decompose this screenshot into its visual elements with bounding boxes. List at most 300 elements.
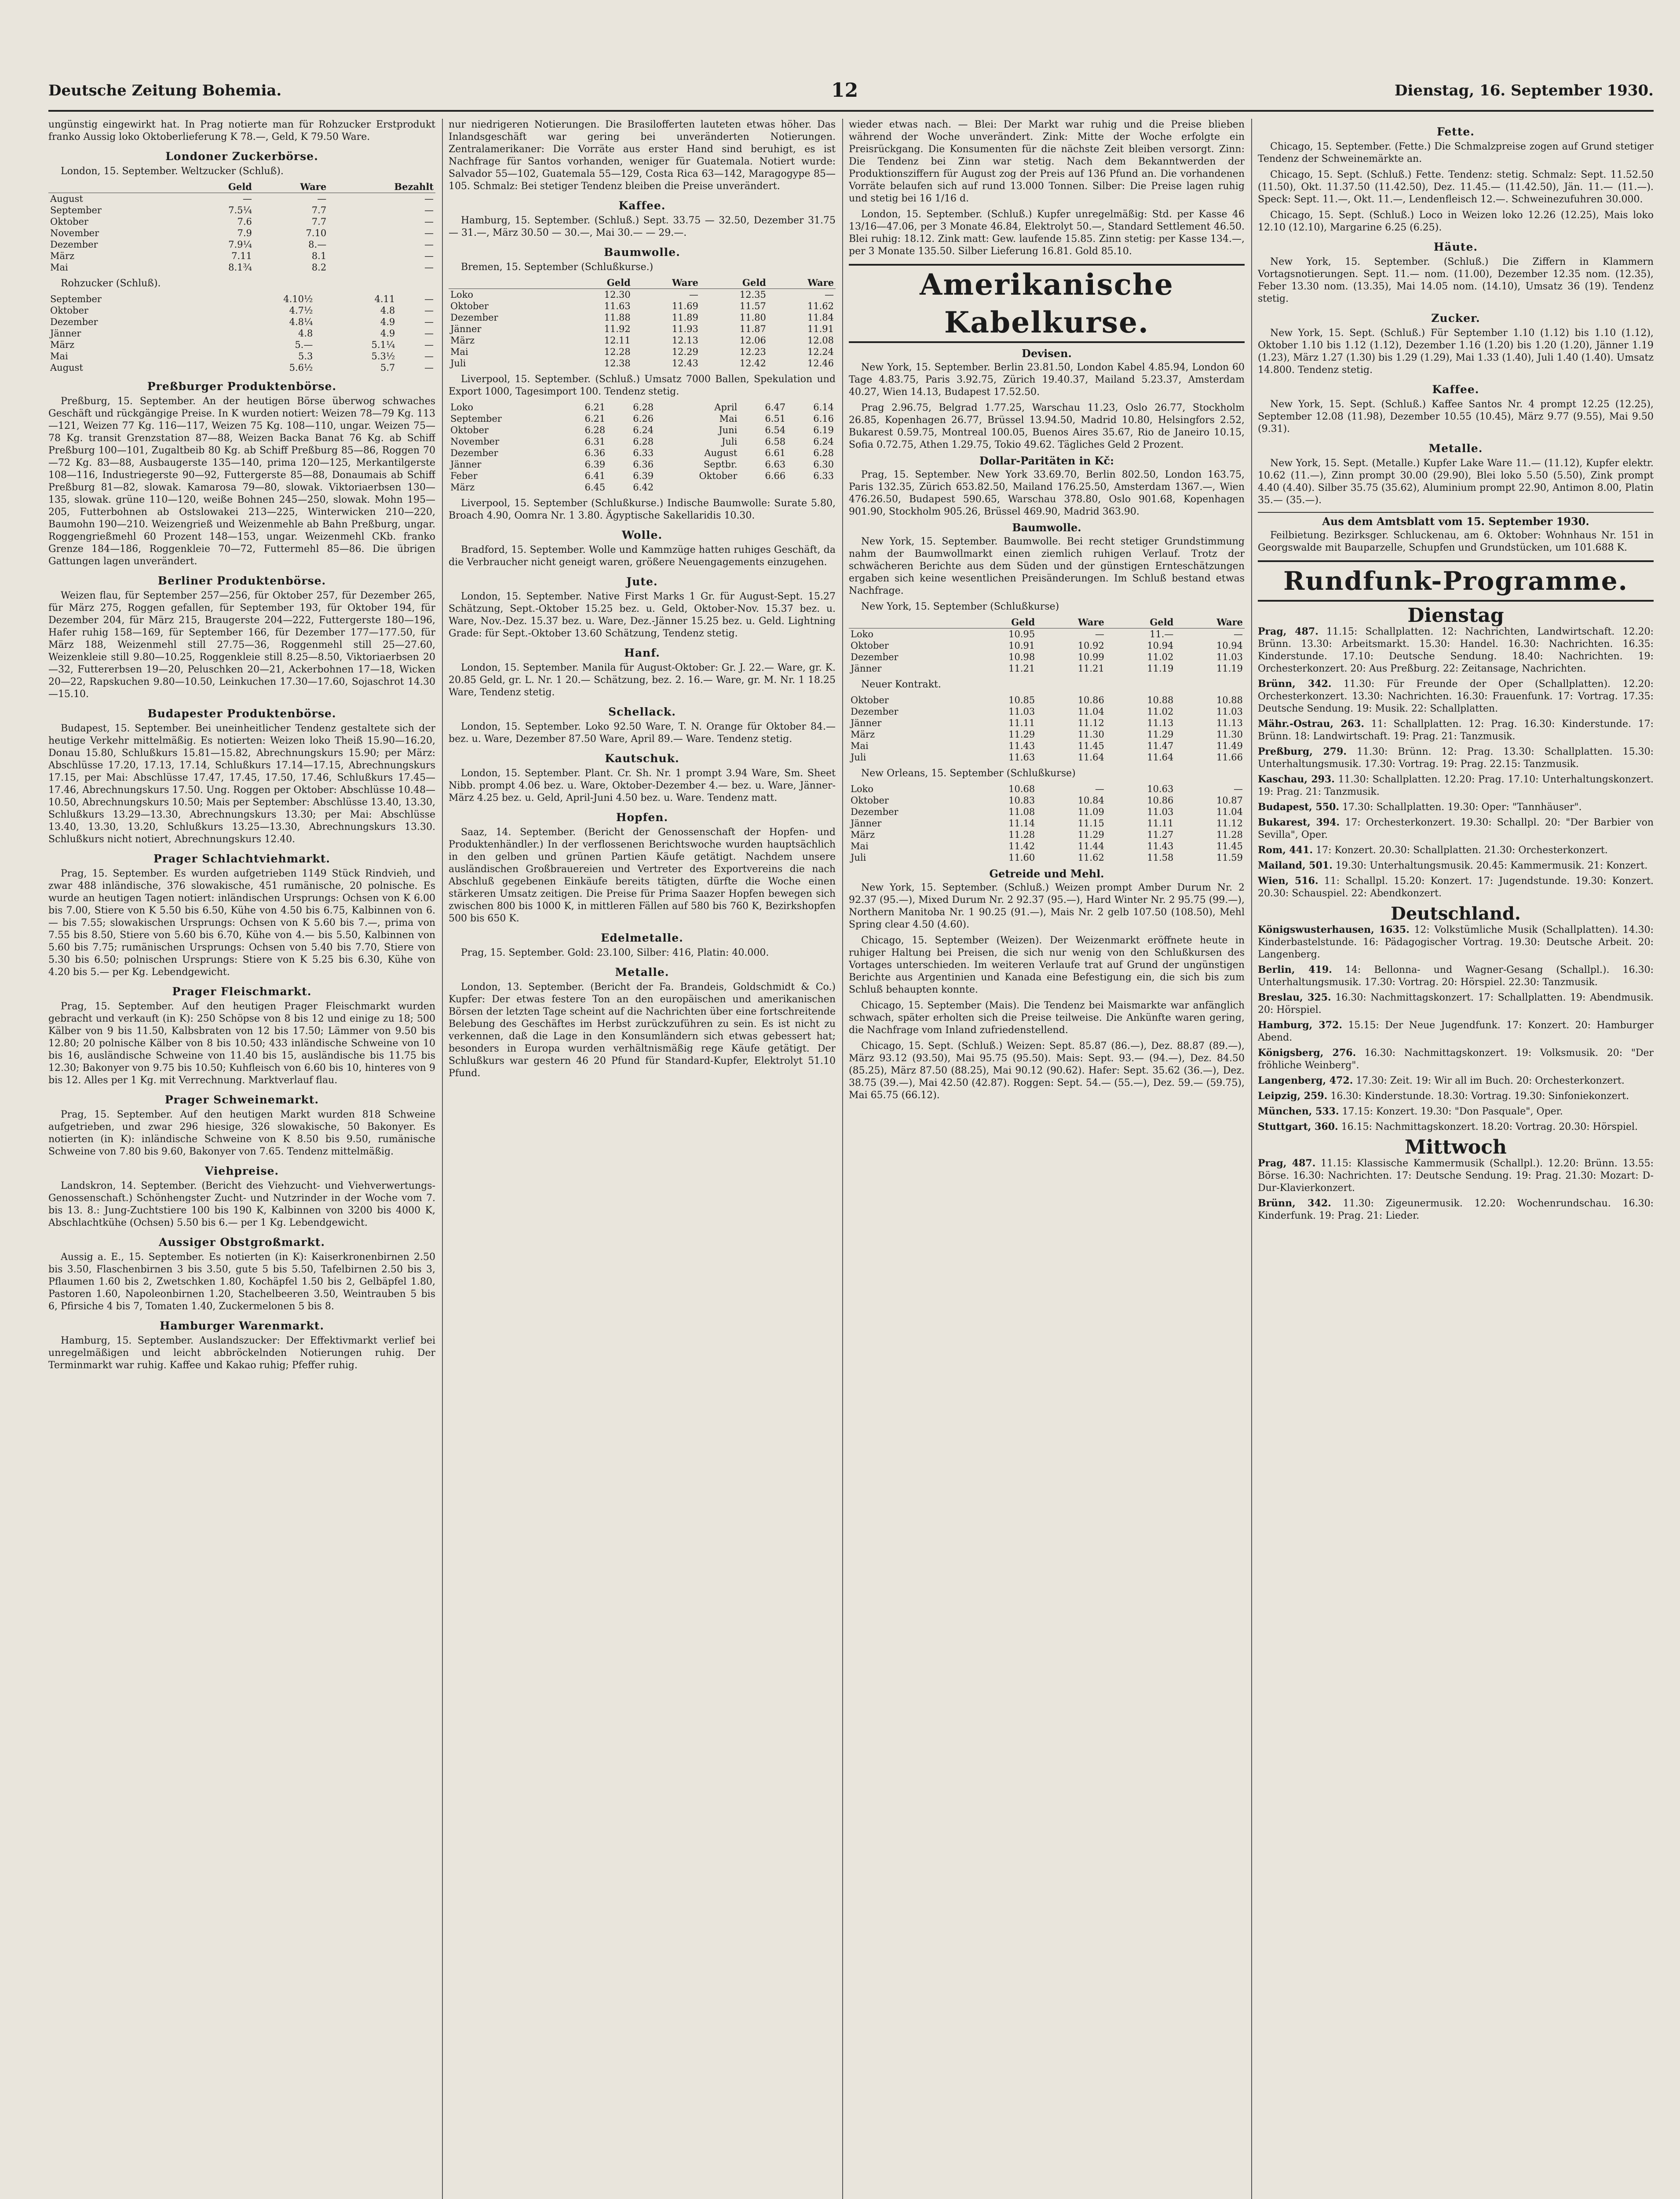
price-cell: 11.04 xyxy=(1216,807,1243,817)
article-continuation: ungünstig eingewirkt hat. In Prag notierte man für Rohzucker Erstprodukt franko Aussig loko Oktoberlieferung K 78.—, Geld, K 79.50 Ware. xyxy=(48,119,435,142)
report-text: New York, 15. September. Baumwolle. Bei recht stetiger Grundstimmung nahm der Baumwollmarkt einen ziemlich ruhigen Verlauf. Trotz der schwächeren Berichte aus dem Süden und der günstigen Ernteschätzungen ergaben sich keine wesentlichen Preisänderungen. Im Schluß bestand etwas Nachfrage. xyxy=(849,536,1245,596)
row-label: März xyxy=(851,729,875,740)
price-cell: 5.6½ xyxy=(289,362,313,373)
price-cell: 6.41 xyxy=(584,471,606,481)
column-2 xyxy=(449,119,836,2199)
price-cell: 11.62 xyxy=(807,301,834,311)
price-cell: 8.1 xyxy=(311,251,327,261)
column-header: Ware xyxy=(768,277,836,289)
station-entry xyxy=(1258,1074,1654,1087)
price-cell: — xyxy=(1095,784,1104,794)
price-cell: 5.1¼ xyxy=(371,340,395,350)
report-text: Prag, 15. September. Auf den heutigen Markt wurden 818 Schweine aufgetrieben, und zwar 296 hiesige, 326 slowakische, 50 Bakonyer. Es notierten (in K): inländische Schweine von K 8.50 bis 9.50, rumänische Schweine von 7.80 bis 9.60, Bakonyer von 7.65. Tendenz mittelmäßig. xyxy=(48,1109,435,1157)
price-cell: 10.68 xyxy=(1008,784,1035,794)
row-label: Oktober xyxy=(50,305,88,316)
report-text: Hamburg, 15. September. (Schluß.) Sept. 33.75 — 32.50, Dezember 31.75 — 31.—, März 30.50 — 30.—, Mai 30.— — 29.—. xyxy=(449,215,836,238)
station-entry xyxy=(1258,844,1654,857)
price-cell: 11.08 xyxy=(1008,807,1035,817)
report-text: Prag, 15. September. Es wurden aufgetrieben 1149 Stück Rindvieh, und zwar 488 inländische, 376 slowakische, 451 rumänische, 20 polnische. Es wurde an heutigen Tagen notiert: inländischen Ursprungs: Ochsen von K 6.00 bis 7.00, Stiere von K 5.50 bis 6.50, Kühe von 4.50 bis 6.75, Kalbinnen von 6.— bis 7.55; slowakischen Ursprungs: Ochsen von K 5.60 bis 7.—, prima von 7.55 bis 8.50, Stiere von 5.60 bis 6.70, Kühe von 4.— bis 5.50, Kalbinnen von 5.60 bis 7.75; rumänischen Ursprungs: Ochsen von 5.40 bis 7.70, Stiere von 5.30 bis 6.50; polnischen Ursprungs: Stiere von K 5.25 bis 6.30, Kühe von 4.20 bis 5.— per Kg. Lebendgewicht. xyxy=(48,868,435,978)
cable-rates-banner: Amerikanische Kabelkurse. xyxy=(849,264,1245,343)
station-entry xyxy=(1258,801,1654,814)
column-rule xyxy=(842,119,843,2199)
section-title: Getreide und Mehl. xyxy=(989,867,1104,880)
price-cell: 6.31 xyxy=(584,436,606,447)
article-continuation: nur niedrigeren Notierungen. Die Brasilofferten lauteten etwas höher. Das Inlandsgeschäft war gering bei unveränderten Notierungen. Zentralamerikaner: Die Vorräte aus erster Hand sind beruhigt, es ist Nachfrage für Santos vorhanden, weniger für Guatemala. Notiert wurde: Salvador 55—102, Guatemala 55—129, Costa Rica 63—142, Maragogype 85—105. Schmalz: Bei stetiger Tendenz bleiben die Preise unverändert. xyxy=(449,119,836,192)
ny-cotton-table xyxy=(849,617,1245,674)
row-label: Oktober xyxy=(50,216,88,227)
section-title: Prager Schlachtviehmarkt. xyxy=(153,852,331,865)
station-entry xyxy=(1258,1157,1654,1194)
price-cell: 10.85 xyxy=(1008,695,1035,705)
table-row xyxy=(449,346,836,358)
price-cell: 12.13 xyxy=(672,335,698,346)
price-cell: 6.39 xyxy=(584,459,606,470)
section-title: Baumwolle. xyxy=(604,246,680,259)
price-cell: 11.09 xyxy=(1077,807,1104,817)
station-schedule: 17.15: Konzert. 19.30: "Don Pasquale", Oper. xyxy=(1342,1106,1563,1117)
report-text: Bradford, 15. September. Wolle und Kammzüge hatten ruhiges Geschäft, da die Verbraucher nicht geneigt waren, größere Neuengagements einzugehen. xyxy=(449,544,836,568)
price-cell: 8.1¾ xyxy=(228,262,252,273)
section-title: Hamburger Warenmarkt. xyxy=(159,1319,325,1332)
row-label: September xyxy=(450,413,502,424)
station-name: Prag, 487. xyxy=(1258,1158,1316,1169)
price-cell: — xyxy=(424,228,434,238)
row-label: September xyxy=(50,294,102,304)
price-cell: 4.10½ xyxy=(283,294,313,304)
price-cell: 12.23 xyxy=(739,347,766,357)
report-text: New York, 15. Sept. (Schluß.) Für September 1.10 (1.12) bis 1.10 (1.12), Oktober 1.10 bis 1.12 (1.12), Dezember 1.16 (1.20) bis 1.20 (1.20), Jänner 1.19 (1.23), März 1.27 (1.30) bis 1.29 (1.29), Mai 1.33 (1.40), Juli 1.40 (1.40). Umsatz 14.800. Tendenz stetig. xyxy=(1258,328,1654,376)
report-text: New York, 15. Sept. (Metalle.) Kupfer Lake Ware 11.— (11.12), Kupfer elektr. 10.62 (11.—), Zinn prompt 30.00 (29.90), Blei loko 5.50 (5.50), Zink prompt 4.40 (4.40). Silber 35.75 (35.62), Aluminium prompt 22.90, Antimon 8.00, Platin 35.— (35.—). xyxy=(1258,458,1654,506)
price-cell: 11.29 xyxy=(1008,729,1035,740)
table-row xyxy=(849,706,1245,717)
row-label: August xyxy=(50,194,83,204)
column-header: Ware xyxy=(1037,617,1106,628)
report-text: New York, 15. September (Schlußkurse) xyxy=(861,601,1059,612)
row-label: Dezember xyxy=(851,706,898,717)
price-cell: — xyxy=(424,216,434,227)
station-name: Rom, 441. xyxy=(1258,844,1313,856)
price-cell: 11.64 xyxy=(1147,752,1174,763)
section-title: Jute. xyxy=(626,575,658,588)
price-cell: Juni xyxy=(719,425,738,435)
table-row xyxy=(449,312,836,323)
report-text: Neuer Kontrakt. xyxy=(861,679,941,690)
report-text: Liverpool, 15. September (Schlußkurse.) Indische Baumwolle: Surate 5.80, Broach 4.90, Oomra Nr. 1 3.80. Ägyptische Sakellaridis 10.30. xyxy=(449,498,836,521)
table-row xyxy=(449,459,836,470)
price-cell: 11.30 xyxy=(1077,729,1104,740)
station-entry xyxy=(1258,625,1654,675)
report-text: Feilbietung. Bezirksger. Schluckenau, am 6. Oktober: Wohnhaus Nr. 151 in Georgswalde mit Bauparzelle, Schupfen und Grundstücken, um 101.688 K. xyxy=(1258,530,1654,553)
row-label: Oktober xyxy=(450,425,489,435)
report-text: London, 15. September. Loko 92.50 Ware, T. N. Orange für Oktober 84.— bez. u. Ware, Dezember 87.50 Ware, April 89.— Ware. Tendenz stetig. xyxy=(449,721,836,745)
price-cell: 11.69 xyxy=(672,301,698,311)
table-row xyxy=(48,351,435,362)
table-row xyxy=(449,289,836,301)
report-text: New York, 15. Sept. (Schluß.) Kaffee Santos Nr. 4 prompt 12.25 (12.25), September 12.08 (11.98), Dezember 10.55 (10.45), März 9.77 (9.55), Mai 9.50 (9.31). xyxy=(1258,399,1654,435)
section-title: Hanf. xyxy=(624,647,660,659)
table-row xyxy=(849,740,1245,752)
station-schedule: 19.30: Unterhaltungsmusik. 20.45: Kammermusik. 21: Konzert. xyxy=(1335,860,1648,871)
row-label: Loko xyxy=(851,784,873,794)
row-label: Jänner xyxy=(450,459,482,470)
price-cell: 11.03 xyxy=(1216,706,1243,717)
price-cell: 6.14 xyxy=(813,402,834,413)
table-row xyxy=(449,323,836,335)
radio-programme-banner: Rundfunk-Programme. xyxy=(1258,560,1654,602)
price-cell: 11.28 xyxy=(1008,829,1035,840)
table-row xyxy=(48,250,435,262)
row-label: September xyxy=(50,205,102,216)
price-cell: 12.38 xyxy=(604,358,631,369)
report-text: Prag, 15. September. New York 33.69.70, Berlin 802.50, London 163.75, Paris 132.35, Zürich 653.82.50, Mailand 176.25.50, Amsterdam 1367.—, Wien 476.26.50, Budapest 590.65, Warschau 378.80, Oslo 901.68, Kopenhagen 901.90, Stockholm 905.26, Brüssel 469.90, Madrid 363.90. xyxy=(849,469,1245,517)
station-schedule: 17: Konzert. 20.30: Schallplatten. 21.30: Orchesterkonzert. xyxy=(1316,845,1608,856)
station-entry xyxy=(1258,924,1654,961)
price-cell: 11.12 xyxy=(1216,818,1243,829)
price-cell: 6.66 xyxy=(765,471,786,481)
price-cell: 6.30 xyxy=(813,459,834,470)
station-schedule: 11: Schallpl. 15.20: Konzert. 17: Jugendstunde. 19.30: Konzert. 20.30: Schauspiel. 22: Abendkonzert. xyxy=(1258,876,1654,899)
row-label: März xyxy=(450,335,475,346)
station-name: Königswusterhausen, 1635. xyxy=(1258,924,1410,935)
table-row xyxy=(849,806,1245,818)
price-cell: 11.28 xyxy=(1216,829,1243,840)
price-cell: 11.11 xyxy=(1147,818,1174,829)
station-entry xyxy=(1258,1090,1654,1103)
table-row xyxy=(849,818,1245,829)
price-cell: 7.9 xyxy=(237,228,252,238)
row-label: Mai xyxy=(50,262,68,273)
price-cell: 4.9 xyxy=(380,317,395,327)
row-label: Dezember xyxy=(450,312,498,323)
report-text: New Orleans, 15. September (Schlußkurse) xyxy=(861,768,1076,779)
price-cell: 6.28 xyxy=(633,402,654,413)
price-cell: 5.— xyxy=(295,340,313,350)
table-row xyxy=(48,305,435,316)
price-cell: 6.51 xyxy=(765,413,786,424)
station-name: Berlin, 419. xyxy=(1258,964,1332,975)
station-schedule: 17.30: Schallplatten. 19.30: Oper: "Tannhäuser". xyxy=(1342,802,1582,813)
table-row xyxy=(449,447,836,459)
price-cell: — xyxy=(424,362,434,373)
masthead: Deutsche Zeitung Bohemia. xyxy=(48,82,282,99)
article-continuation: wieder etwas nach. — Blei: Der Markt war ruhig und die Preise blieben während der Woche unverändert. Zink: Mitte der Woche erfolgte ein Preisrückgang. Die Konsumenten für die nächste Zeit bleiben versorgt. Zinn: Die Tendenz bei Zinn war stetig. Nach dem Bekanntwerden der Produktionsziffern für August zog der Preis auf 136 Pfund an. Die vorhandenen Vorräte belaufen sich auf rund 13.000 Tonnen. Silber: Die Preise lagen ruhig und stetig bei 16 1/16 d. xyxy=(849,119,1245,204)
station-schedule: 11.30: Zigeunermusik. 12.20: Wochenrundschau. 16.30: Kinderfunk. 19: Prag. 21: Lieder. xyxy=(1258,1198,1654,1221)
price-cell xyxy=(655,482,739,493)
table-row xyxy=(449,402,836,413)
section-title: Londoner Zuckerbörse. xyxy=(165,150,318,163)
section-title: Wolle. xyxy=(621,529,663,541)
row-label: Oktober xyxy=(450,301,489,311)
price-cell: 10.94 xyxy=(1147,640,1174,651)
price-cell: 10.95 xyxy=(1008,629,1035,639)
price-cell: 7.10 xyxy=(306,228,327,238)
price-cell: 10.88 xyxy=(1216,695,1243,705)
price-cell: — xyxy=(1234,784,1243,794)
price-cell: 11.03 xyxy=(1216,652,1243,662)
table-row xyxy=(449,300,836,312)
station-list xyxy=(1258,625,1654,900)
row-label: Jänner xyxy=(851,718,882,728)
station-name: Leipzig, 259. xyxy=(1258,1090,1328,1102)
price-cell: 7.9¼ xyxy=(228,239,252,250)
column-header: Bezahlt xyxy=(328,181,435,193)
table-row xyxy=(449,424,836,436)
price-cell: 10.91 xyxy=(1008,640,1035,651)
row-label: August xyxy=(50,362,83,373)
price-cell: 10.87 xyxy=(1216,795,1243,806)
report-text: Chicago, 15. Sept. (Schluß.) Weizen: Sept. 85.87 (86.—), Dez. 88.87 (89.—), März 93.12 (93.50), Mai 95.75 (95.50). Mais: Sept. 93.— (94.—), Dez. 84.50 (85.25), März 87.50 (88.25), Mai 90.12 (90.62). Hafer: Sept. 35.62 (36.—), Dez. 38.75 (39.—), Mai 42.50 (42.87). Roggen: Sept. 54.— (55.—), Dez. 59.— (59.75), Mai 65.75 (66.12). xyxy=(849,1041,1245,1101)
price-cell: 11.87 xyxy=(739,324,766,334)
price-cell: — xyxy=(424,340,434,350)
section-title: Metalle. xyxy=(615,966,669,979)
report-text: Rohzucker (Schluß). xyxy=(61,278,161,289)
report-text: London, 15. September. Plant. Cr. Sh. Nr. 1 prompt 3.94 Ware, Sm. Sheet Nibb. prompt 4.06 bez. u. Ware, Oktober-Dezember 4.— bez. u. Ware, Jänner-März 4.25 bez. u. Geld, April-Juni 4.50 bez. u. Ware. Tendenz matt. xyxy=(449,768,836,804)
price-cell: 11.62 xyxy=(1077,852,1104,863)
column-header: Ware xyxy=(632,277,700,289)
price-cell xyxy=(787,482,836,493)
page-header xyxy=(48,79,1654,112)
price-cell: 6.33 xyxy=(633,448,654,458)
column-header: Ware xyxy=(254,181,328,193)
station-schedule: 11.15: Schallplatten. 12: Nachrichten, Landwirtschaft. 12.20: Brünn. 13.30: Arbeitsmarkt. 15.30: Handel. 16.30: Nachrichten. 16.35: Kinderstunde. 17.10: Deutsche Sendung. 18.40: Nachrichten. 19: Orchesterkonzert. 20: Aus Preßburg. 22: Zeitansage, Nachrichten. xyxy=(1258,626,1654,674)
price-cell: 11.15 xyxy=(1077,818,1104,829)
row-label: März xyxy=(50,340,75,350)
price-cell: 11.21 xyxy=(1077,663,1104,674)
table-row xyxy=(48,216,435,227)
price-cell: 12.35 xyxy=(739,289,766,300)
row-label: Loko xyxy=(450,402,473,413)
table-row xyxy=(849,729,1245,740)
price-cell: — xyxy=(689,289,698,300)
report-text: Chicago, 15. September. (Fette.) Die Schmalzpreise zogen auf Grund stetiger Tendenz der Schweinemärkte an. xyxy=(1258,141,1654,164)
section-title: Baumwolle. xyxy=(1012,521,1081,534)
table-row xyxy=(449,413,836,424)
station-schedule: 11.15: Klassische Kammermusik (Schallpl.). 12.20: Brünn. 13.55: Börse. 16.30: Nachrichten. 17: Deutsche Sendung. 19: Prag. 21.30: Mozart: D-Dur-Klavierkonzert. xyxy=(1258,1158,1654,1194)
sugar-price-table xyxy=(48,181,435,273)
row-label: Dezember xyxy=(50,239,98,250)
table-row xyxy=(48,339,435,351)
station-name: Hamburg, 372. xyxy=(1258,1019,1342,1031)
section-title: Metalle. xyxy=(1428,442,1483,455)
column-3 xyxy=(849,119,1245,2199)
row-label: März xyxy=(50,251,75,261)
report-text: Prag 2.96.75, Belgrad 1.77.25, Warschau 11.23, Oslo 26.77, Stockholm 26.85, Kopenhagen 26.77, Brüssel 13.94.50, Madrid 10.80, Helsingfors 2.52, Bukarest 0.59.75, Montreal 100.05, Buenos Aires 35.67, Rio de Janeiro 10.15, Sofia 0.72.75, Athen 1.29.75, Tokio 49.62. Tägliches Geld 2 Prozent. xyxy=(849,402,1245,450)
section-title: Kaffee. xyxy=(618,199,666,212)
report-text: Prag, 15. September. Gold: 23.100, Silber: 416, Platin: 40.000. xyxy=(461,947,769,958)
price-cell: 11.03 xyxy=(1008,706,1035,717)
table-row xyxy=(48,293,435,305)
price-cell: 11.49 xyxy=(1216,741,1243,751)
section-title: Schellack. xyxy=(608,705,676,718)
column-4 xyxy=(1258,119,1654,2199)
price-cell: 6.28 xyxy=(813,448,834,458)
price-cell: 11.11 xyxy=(1008,718,1035,728)
price-cell: 11.27 xyxy=(1147,829,1174,840)
price-cell: — xyxy=(424,294,434,304)
section-title: Dollar-Paritäten in Kč: xyxy=(979,454,1114,467)
station-entry xyxy=(1258,1197,1654,1222)
table-row xyxy=(449,482,836,493)
price-cell: 11.84 xyxy=(807,312,834,323)
price-cell: 10.86 xyxy=(1077,695,1104,705)
price-cell: 10.63 xyxy=(1147,784,1174,794)
price-cell: 11.47 xyxy=(1147,741,1174,751)
price-cell: — xyxy=(424,194,434,204)
price-cell: 11.13 xyxy=(1216,718,1243,728)
table-row xyxy=(849,717,1245,729)
row-label: Juli xyxy=(450,358,466,369)
column-1 xyxy=(48,119,435,2199)
table-row xyxy=(449,358,836,369)
row-label: Mai xyxy=(450,347,468,357)
table-row xyxy=(48,316,435,328)
price-cell: 10.99 xyxy=(1077,652,1104,662)
station-schedule: 12: Volkstümliche Musik (Schallplatten). 14.30: Kinderbastelstunde. 16: Pädagogischer Vortrag. 19.30: Deutsche Arbeit. 20: Langenberg. xyxy=(1258,924,1654,960)
price-cell: 6.58 xyxy=(765,436,786,447)
row-label: Oktober xyxy=(851,640,889,651)
price-cell: — xyxy=(424,328,434,339)
price-cell: 12.28 xyxy=(604,347,631,357)
price-cell: — xyxy=(424,205,434,216)
price-cell: 4.9 xyxy=(380,328,395,339)
table-row xyxy=(849,783,1245,795)
section-title: Devisen. xyxy=(1022,347,1072,360)
station-schedule: 16.30: Nachmittagskonzert. 19: Volksmusik. 20: "Der fröhliche Weinberg". xyxy=(1258,1048,1654,1071)
column-header: Geld xyxy=(565,277,632,289)
price-cell: 11.63 xyxy=(604,301,631,311)
table-row xyxy=(849,752,1245,763)
column-header: Ware xyxy=(1175,617,1245,628)
price-cell: 11.04 xyxy=(1077,706,1104,717)
row-label: Dezember xyxy=(851,807,898,817)
station-schedule: 16.30: Nachmittagskonzert. 17: Schallplatten. 19: Abendmusik. 20: Hörspiel. xyxy=(1258,992,1654,1015)
price-cell: 10.86 xyxy=(1147,795,1174,806)
price-cell: 11.03 xyxy=(1147,807,1174,817)
price-cell: 5.3½ xyxy=(371,351,395,362)
price-cell: 11.57 xyxy=(739,301,766,311)
price-cell: 6.33 xyxy=(813,471,834,481)
station-entry xyxy=(1258,875,1654,900)
price-cell: 6.61 xyxy=(765,448,786,458)
price-cell: 6.45 xyxy=(584,482,606,493)
station-entry xyxy=(1258,1121,1654,1133)
price-cell: 7.6 xyxy=(237,216,252,227)
table-row xyxy=(48,193,435,205)
day-heading: Mittwoch xyxy=(1404,1136,1507,1158)
price-cell: 6.21 xyxy=(584,402,606,413)
price-cell: 11.91 xyxy=(807,324,834,334)
report-text: Budapest, 15. September. Bei uneinheitlicher Tendenz gestaltete sich der heutige Verkehr mittelmäßig. Es notierten: Weizen loko Theiß 15.90—16.20, Donau 15.80, Schlußkurs 15.81—15.82, Abrechnungskurs 15.90; per März: Abschlüsse 17.20, 17.13, 17.14, Schlußkurs 17.14—17.15, Abrechnungskurs 17.15, per Mai: Abschlüsse 17.47, 17.45, 17.50, 17.46, Schlußkurs 17.45—17.46, Abrechnungskurs 17.50. Ung. Roggen per Oktober: Abschlüsse 10.48—10.50, Abrechnungskurs 10.50; Mais per September: Abschlüsse 13.40, 13.30, Schlußkurs 13.29—13.30, Abrechnungskurs 13.30; per Mai: Abschlüsse 13.40, 13.30, 13.20, Schlußkurs 13.25—13.30, Abrechnungskurs 13.30. Schlußkurs nicht notiert, Abrechnungskurs 12.40. xyxy=(48,723,435,845)
price-cell: 11.80 xyxy=(739,312,766,323)
section-title: Häute. xyxy=(1433,241,1478,253)
price-cell: 11.59 xyxy=(1216,852,1243,863)
station-name: Bukarest, 394. xyxy=(1258,817,1340,828)
price-cell: 7.11 xyxy=(231,251,252,261)
table-row xyxy=(849,829,1245,840)
table-row xyxy=(449,470,836,482)
price-cell: — xyxy=(317,194,327,204)
row-label: Mai xyxy=(851,841,869,851)
new-orleans-cotton-table xyxy=(849,783,1245,863)
price-cell: 11.58 xyxy=(1147,852,1174,863)
price-cell: 11.64 xyxy=(1077,752,1104,763)
station-entry xyxy=(1258,964,1654,989)
station-name: Prag, 487. xyxy=(1258,626,1318,637)
table-row xyxy=(449,335,836,346)
price-cell: 8.— xyxy=(308,239,327,250)
price-cell: August xyxy=(704,448,738,458)
station-schedule: 11.30: Brünn. 12: Prag. 13.30: Schallplatten. 15.30: Unterhaltungsmusik. 17.30: Vortrag. 19: Prag. 22.15: Tanzmusik. xyxy=(1258,746,1654,770)
price-cell: 6.28 xyxy=(633,436,654,447)
table-header-row xyxy=(849,617,1245,628)
price-cell: — xyxy=(424,239,434,250)
column-header xyxy=(849,617,968,628)
table-row xyxy=(48,227,435,239)
section-title: Hopfen. xyxy=(616,811,668,824)
price-cell: — xyxy=(1095,629,1104,639)
price-cell: 10.98 xyxy=(1008,652,1035,662)
section-title: Kaffee. xyxy=(1432,383,1479,396)
row-label: Oktober xyxy=(851,795,889,806)
table-row xyxy=(849,651,1245,663)
price-cell: Mai xyxy=(719,413,738,424)
price-cell: 11.29 xyxy=(1147,729,1174,740)
row-label: Loko xyxy=(851,629,873,639)
price-cell: 11.42 xyxy=(1008,841,1035,851)
price-cell: 11.45 xyxy=(1077,741,1104,751)
report-text: Chicago, 15. September (Mais). Die Tendenz bei Maismarkte war anfänglich schwach, später erholten sich die Preise teilweise. Die Ankünfte waren gering, die Nachfrage vom Inland zufriedenstellend. xyxy=(849,1000,1245,1036)
report-text: Prag, 15. September. Auf den heutigen Prager Fleischmarkt wurden gebracht und verkauft (in K): 250 Schöpse von 8 bis 12 und einige zu 18; 500 Kälber von 9 bis 11.50, Kalbsbraten von 12 bis 17.50; Lämmer von 9.50 bis 12.80; 20 polnische Kälber von 8 bis 10.50; 433 inländische Schweine von 10 bis 16, ausländische Schweine von 11.40 bis 15, ausländische bis 11.75 bis 12.30; Bakonyer von 9.75 bis 10.50; Kuhfleisch von 6.60 bis 10, hinteres von 9 bis 12. Alles per 1 Kg. mit Verrechnung. Marktverlauf flau. xyxy=(48,1001,435,1086)
price-cell: 7.7 xyxy=(311,216,327,227)
row-label: Dezember xyxy=(50,317,98,327)
price-cell: 12.46 xyxy=(807,358,834,369)
report-text: Saaz, 14. September. (Bericht der Genossenschaft der Hopfen- und Produktenhändler.) In der verflossenen Berichtswoche wurden hauptsächlich in den gelben und grünen Partien Käufe getätigt. Nachdem unsere ausländischen Großbrauereien und Vertreter des Exportvereins die nach Abschluß gegebenen Einkäufe bereits tätigten, dürfte die Woche einen stärkeren Umsatz zeitigen. Die Preise für Prima Saazer Hopfen bewegen sich zwischen 800 bis 1000 K, in mittleren Fällen auf 580 bis 760 K, Bezirkshopfen 500 bis 650 K. xyxy=(449,827,836,924)
column-header xyxy=(449,277,565,289)
row-label: Dezember xyxy=(851,652,898,662)
row-label: März xyxy=(851,829,875,840)
price-cell: 11.02 xyxy=(1147,652,1174,662)
price-cell: Juli xyxy=(721,436,738,447)
price-cell: 7.7 xyxy=(311,205,327,216)
price-cell: 6.63 xyxy=(765,459,786,470)
price-cell: 12.06 xyxy=(739,335,766,346)
price-cell: 6.21 xyxy=(584,413,606,424)
price-cell: 7.5¼ xyxy=(228,205,252,216)
bremen-cotton-table xyxy=(449,277,836,369)
station-schedule: 16.30: Kinderstunde. 18.30: Vortrag. 19.30: Sinfoniekonzert. xyxy=(1330,1091,1629,1102)
row-label: November xyxy=(450,436,500,447)
report-text: Bremen, 15. September (Schlußkurse.) xyxy=(461,262,654,273)
price-cell: 12.30 xyxy=(604,289,631,300)
price-cell: 6.54 xyxy=(765,425,786,435)
price-cell: — xyxy=(424,251,434,261)
row-label: November xyxy=(50,228,99,238)
station-entry xyxy=(1258,991,1654,1016)
price-cell: 11.88 xyxy=(604,312,631,323)
section-title: Fette. xyxy=(1437,125,1475,138)
price-cell: 10.92 xyxy=(1077,640,1104,651)
station-entry xyxy=(1258,859,1654,872)
price-cell: — xyxy=(424,262,434,273)
table-row xyxy=(849,663,1245,674)
station-name: Brünn, 342. xyxy=(1258,1198,1331,1209)
station-entry xyxy=(1258,745,1654,771)
price-cell: 12.08 xyxy=(807,335,834,346)
report-text: Hamburg, 15. September. Auslandszucker: Der Effektivmarkt verlief bei unregelmäßigen und leicht abbröckelnden Notierungen ruhig. Der Terminmarkt war ruhig. Kaffee und Kakao ruhig; Pfeffer ruhig. xyxy=(48,1335,435,1371)
price-cell: 11.13 xyxy=(1147,718,1174,728)
report-text: London, 13. September. (Bericht der Fa. Brandeis, Goldschmidt & Co.) Kupfer: Der etwas festere Ton an den europäischen und amerikanischen Börsen der letzten Tage scheint auf die Nachrichten über eine fortschreitende Belebung des Geschäftes im Herbst zurückzuführen zu sein. Es ist nicht zu verkennen, daß die Lage in den Konsumländern sich etwas gebessert hat; besonders in Europa wurden verhältnismäßig rege Käufe getätigt. Der Schlußkurs war gestern 46 20 Pfund für Standard-Kupfer, Elektrolyt 51.10 Pfund. xyxy=(449,982,836,1079)
report-text: Chicago, 15. Sept. (Schluß.) Loco in Weizen loko 12.26 (12.25), Mais loko 12.10 (12.10), Margarine 6.25 (6.25). xyxy=(1258,210,1654,233)
